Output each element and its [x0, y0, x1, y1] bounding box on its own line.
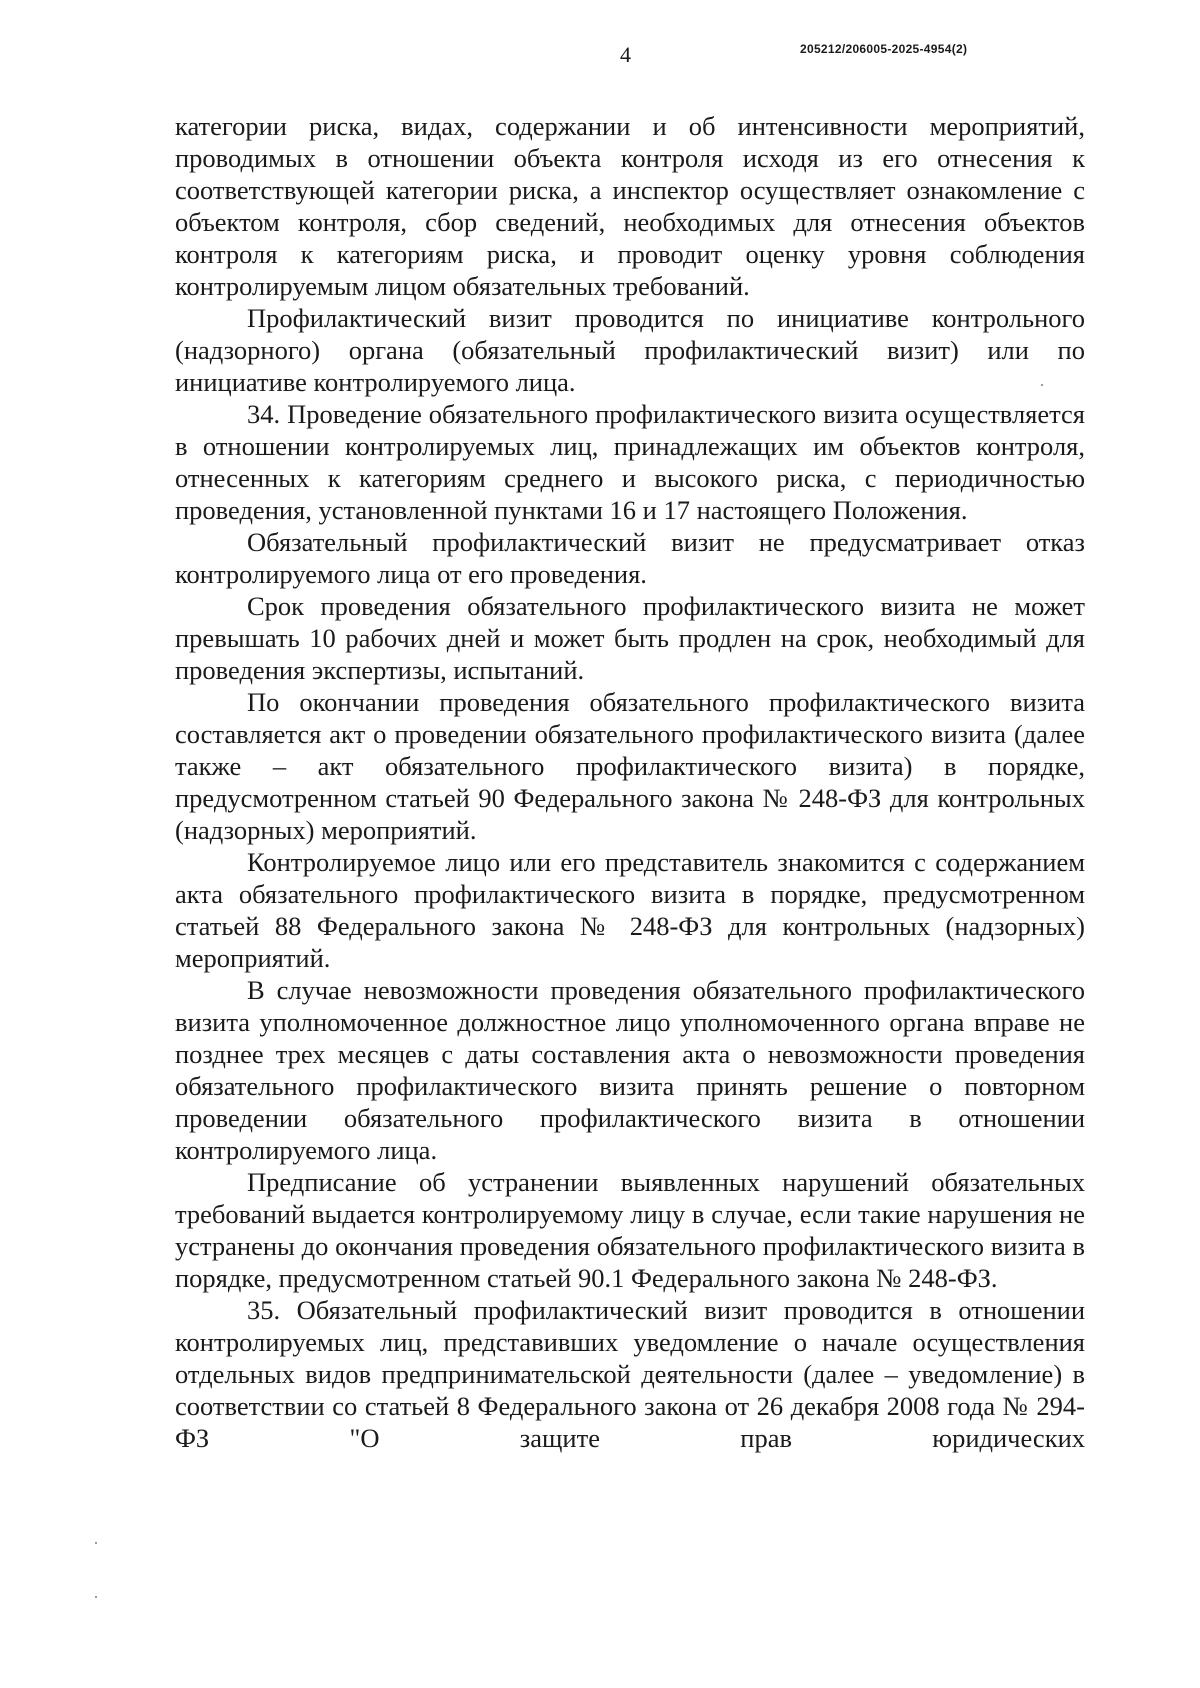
document-body — [175, 110, 1085, 1454]
paragraph-continuation: категории риска, видах, содержании и об интенсивности мероприятий, проводимых в отношении объекта контроля исходя из его отнесения к соответствующей категории риска, а инспектор осуществляет ознакомление с объектом контроля, сбор сведений, необходимых для отнесения объектов контроля к категориям риска, и проводит оценку уровня соблюдения контролируемым лицом обязательных требований. — [175, 111, 1085, 301]
scan-speck — [95, 1596, 97, 1598]
page-number: 4 — [620, 42, 631, 67]
scan-speck — [95, 1542, 97, 1544]
paragraph-item-35: 35. Обязательный профилактический визит проводится в отношении контролируемых лиц, представивших уведомление о начале осуществления отдельных видов предпринимательской деятельности (далее – уведомление) в соответствии со статьей 8 Федерального закона от 26 декабря 2008 года № 294-ФЗ "О защите прав юридических — [175, 1295, 1085, 1453]
scan-speck — [1041, 384, 1043, 386]
paragraph: По окончании проведения обязательного профилактического визита составляется акт о проведении обязательного профилактического визита (далее также – акт обязательного профилактического визита) в порядке, предусмотренном статьей 90 Федерального закона № 248-ФЗ для контрольных (надзорных) мероприятий. — [175, 687, 1085, 845]
paragraph: Контролируемое лицо или его представитель знакомится с содержанием акта обязательного профилактического визита в порядке, предусмотренном статьей 88 Федерального закона № 248-ФЗ для контрольных (надзорных) мероприятий. — [175, 847, 1085, 973]
paragraph: Обязательный профилактический визит не предусматривает отказ контролируемого лица от его проведения. — [175, 527, 1085, 589]
paragraph: В случае невозможности проведения обязательного профилактического визита уполномоченное должностное лицо уполномоченного органа вправе не позднее трех месяцев с даты составления акта о невозможности проведения обязательного профилактического визита принять решение о повторном проведении обязательного профилактического визита в отношении контролируемого лица. — [175, 975, 1085, 1165]
paragraph-item-34: 34. Проведение обязательного профилактического визита осуществляется в отношении контролируемых лиц, принадлежащих им объектов контроля, отнесенных к категориям среднего и высокого риска, с периодичностью проведения, установленной пунктами 16 и 17 настоящего Положения. — [175, 399, 1085, 525]
paragraph: Срок проведения обязательного профилактического визита не может превышать 10 рабочих дней и может быть продлен на срок, необходимый для проведения экспертизы, испытаний. — [175, 591, 1085, 685]
paragraph: Предписание об устранении выявленных нарушений обязательных требований выдается контролируемому лицу в случае, если такие нарушения не устранены до окончания проведения обязательного профилактического визита в порядке, предусмотренном статьей 90.1 Федерального закона № 248-ФЗ. — [175, 1167, 1085, 1293]
document-code: 205212/206005-2025-4954(2) — [800, 42, 968, 56]
paragraph: Профилактический визит проводится по инициативе контрольного (надзорного) органа (обязательный профилактический визит) или по инициативе контролируемого лица. — [175, 303, 1085, 397]
